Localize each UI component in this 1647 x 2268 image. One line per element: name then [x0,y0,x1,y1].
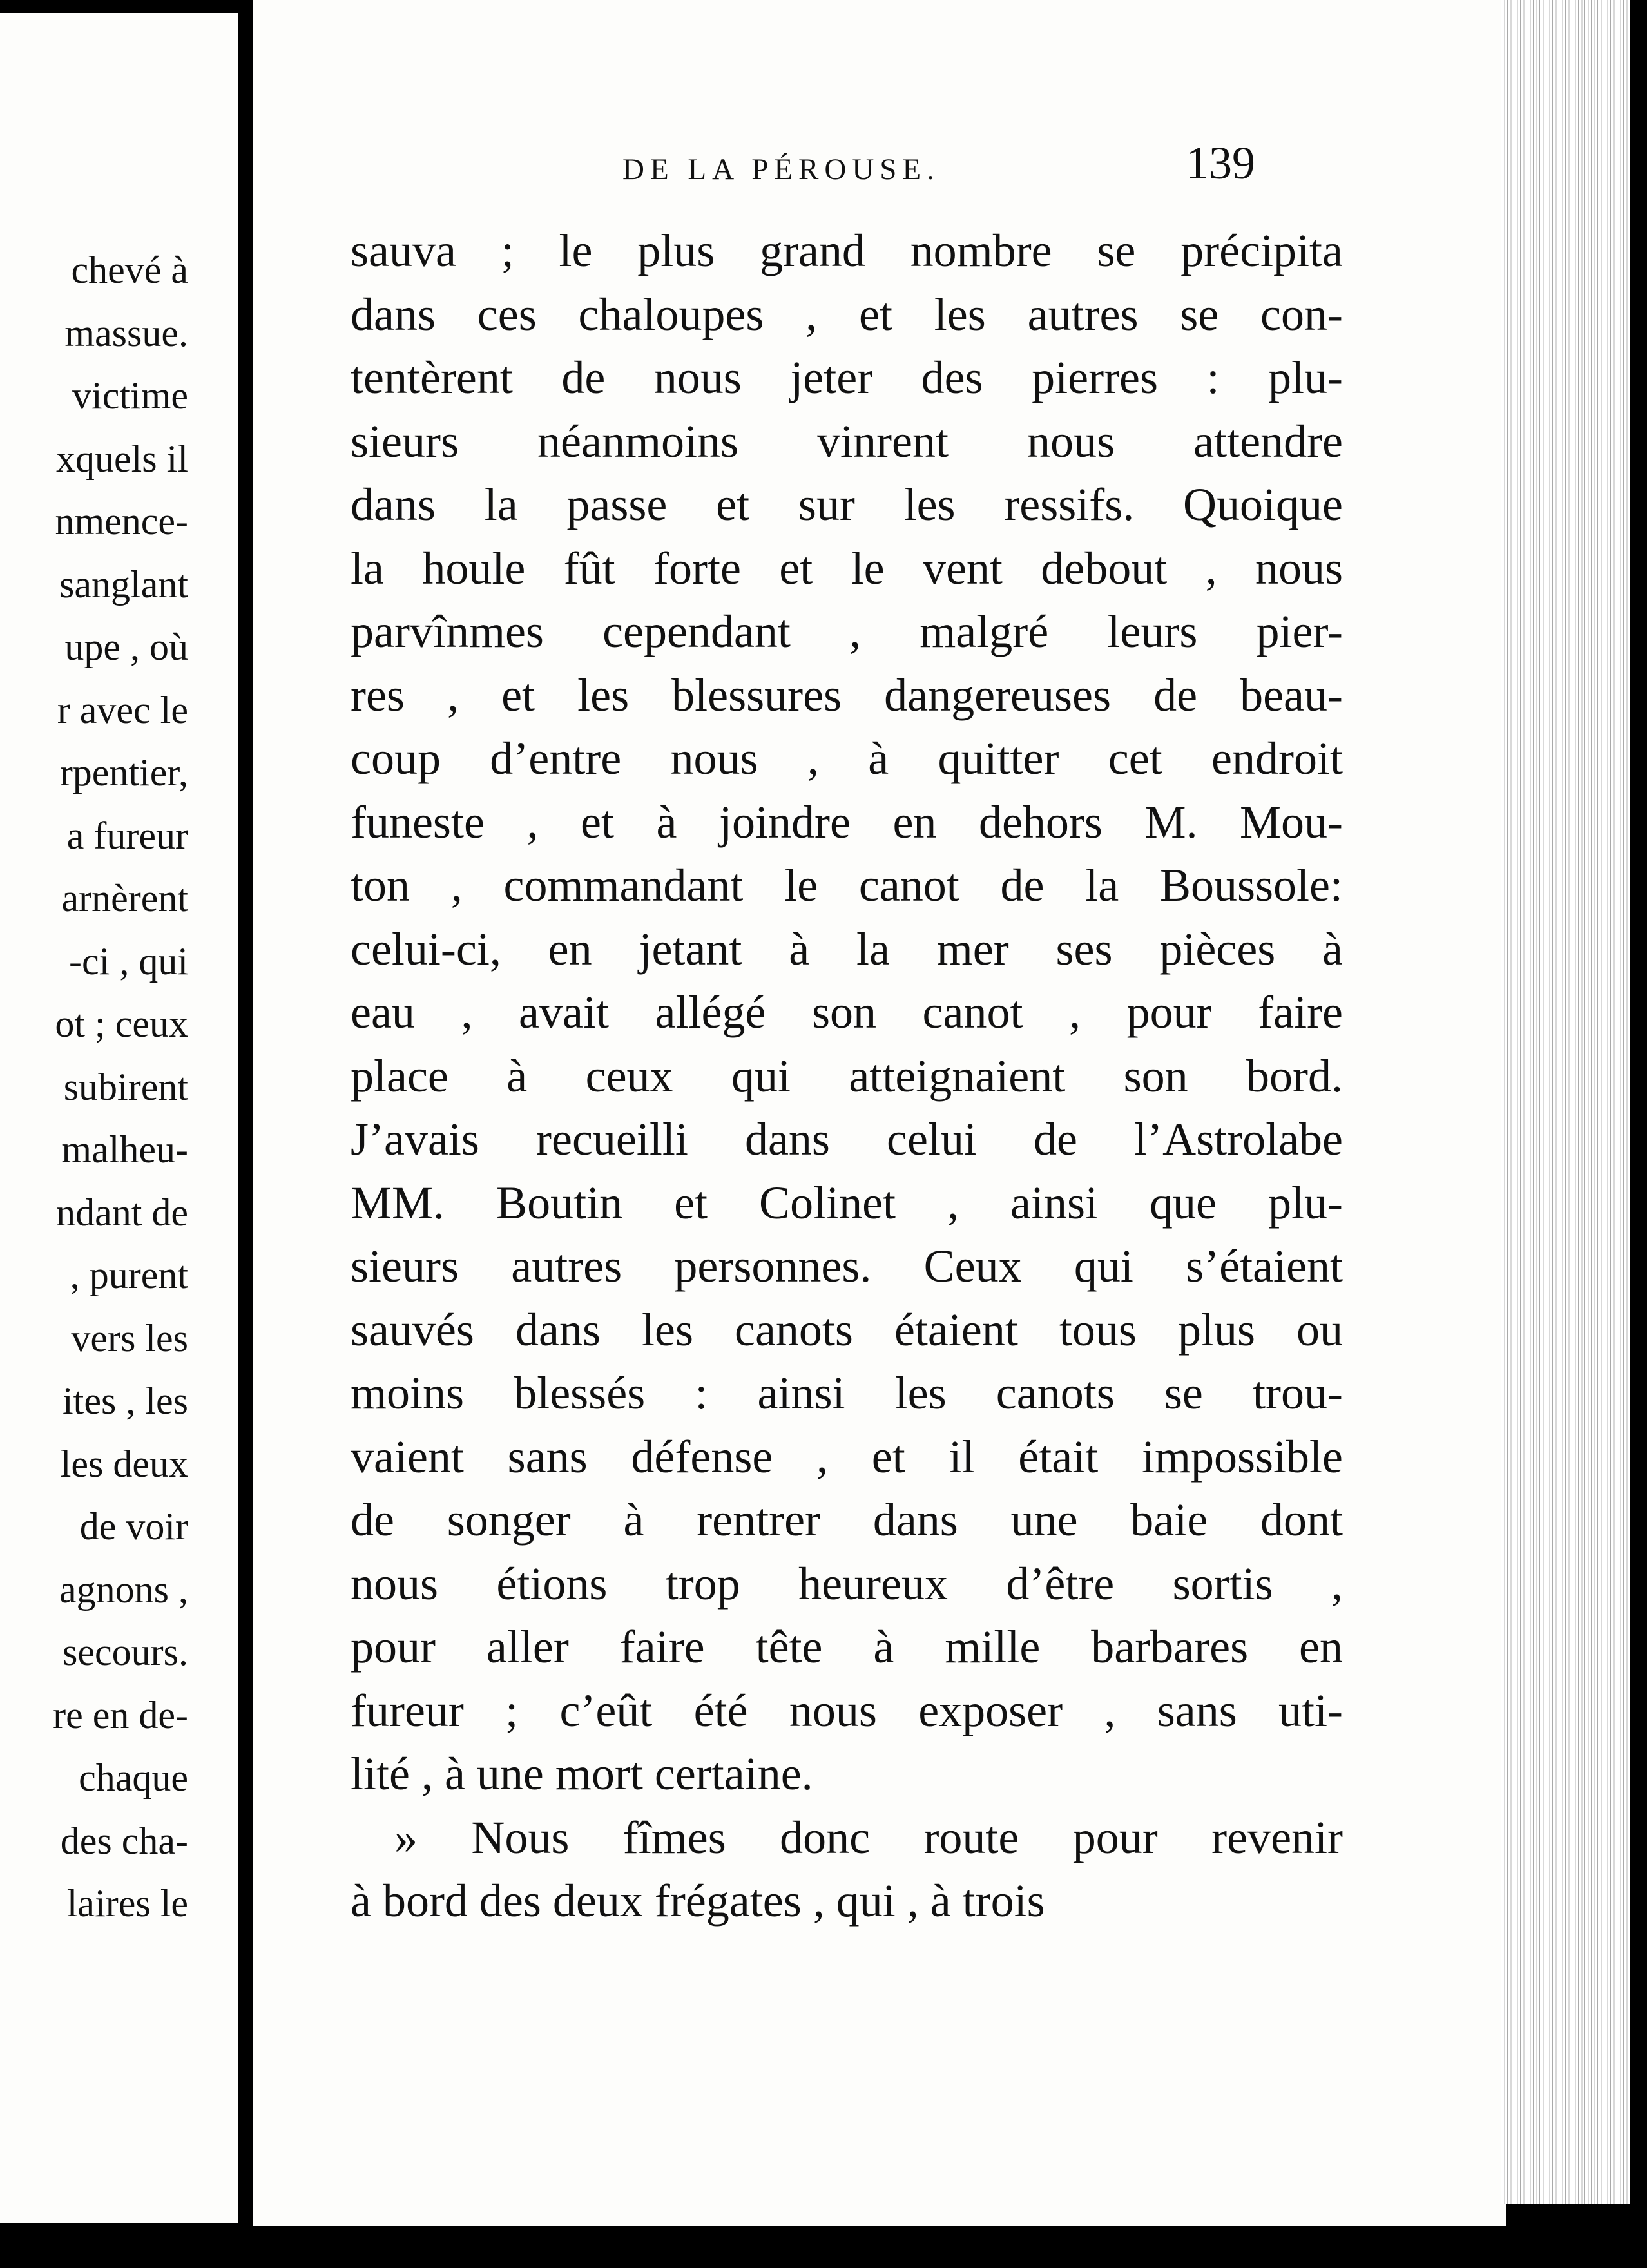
left-page-line: -ci , qui [69,939,188,983]
left-page-line: rpentier, [59,751,188,794]
body-text-line: res , et les blessures dangereuses de beau- [351,669,1343,721]
left-page-line: , purent [70,1254,188,1296]
left-page-line: sanglant [59,562,188,606]
body-text-line: dans la passe et sur les ressifs. Quoique [351,479,1343,530]
left-page-line: upe , où [64,626,188,668]
body-text-line: tentèrent de nous jeter des pierres : plu- [351,352,1343,403]
body-text-line: à bord des deux frégates , qui , à trois [351,1875,1045,1927]
right-page [253,0,1506,2226]
body-text-line: la houle fût forte et le vent debout , nous [351,542,1343,594]
body-text-line: » Nous fîmes donc route pour revenir [394,1811,1343,1863]
body-text-line: vaient sans défense , et il était impossible [351,1430,1343,1483]
left-page-line: des cha- [60,1819,188,1862]
body-text-line: fureur ; c’eût été nous exposer , sans uti- [351,1684,1343,1736]
left-page-line: nmence- [55,500,188,543]
body-text-line: de songer à rentrer dans une baie dont [351,1494,1343,1546]
left-page-line: massue. [64,311,188,354]
body-text-line: sauva ; le plus grand nombre se précipita [351,225,1343,276]
body-text-line: sieurs autres personnes. Ceux qui s’étaient [351,1240,1343,1292]
left-page-line: ites , les [63,1379,188,1422]
left-page-line: a fureur [66,814,188,857]
body-text-line: sauvés dans les canots étaient tous plus ou [351,1303,1343,1356]
body-text-line: sieurs néanmoins vinrent nous attendre [351,415,1343,467]
left-page-line: secours. [63,1631,188,1673]
left-page-line: malheu- [61,1128,188,1171]
left-page-line: laires le [66,1882,188,1925]
page-number: 139 [1186,137,1255,189]
body-text-line: dans ces chaloupes , et les autres se con- [351,288,1343,340]
left-page-line: de voir [79,1505,188,1548]
body-text-line: coup d’entre nous , à quitter cet endroit [351,733,1343,784]
left-page-line: chaque [79,1756,188,1799]
left-page-line: subirent [63,1065,188,1108]
left-page-line: chevé à [71,249,188,291]
body-text-line: nous étions trop heureux d’être sortis , [351,1557,1343,1610]
left-page-line: agnons , [59,1568,188,1611]
left-page-line: xquels il [56,437,188,480]
left-page-line: ndant de [56,1191,188,1234]
body-text-line: place à ceux qui atteignaient son bord. [351,1050,1343,1102]
running-head: DE LA PÉROUSE. [622,153,940,186]
left-page-line: r avec le [57,688,188,731]
left-page-line: vers les [71,1316,188,1360]
body-text-line: moins blessés : ainsi les canots se trou- [351,1367,1343,1419]
left-page [0,13,238,2223]
left-page-line: victime [72,374,188,417]
body-text-line: parvînmes cependant , malgré leurs pier- [351,606,1343,657]
left-page-line: les deux [60,1442,188,1485]
body-text-line: ton , commandant le canot de la Boussole: [351,860,1343,911]
left-page-line: ot ; ceux [55,1003,188,1045]
body-text-line: celui-ci, en jetant à la mer ses pièces à [351,923,1343,975]
body-text-line: J’avais recueilli dans celui de l’Astrolabe [351,1113,1343,1165]
body-text-line: MM. Boutin et Colinet , ainsi que plu- [351,1177,1343,1229]
left-page-line: re en de- [53,1693,188,1736]
page-edge [1501,0,1630,2204]
body-text-line: eau , avait allégé son canot , pour faire [351,986,1343,1038]
body-text-line: funeste , et à joindre en dehors M. Mou- [351,796,1343,848]
left-page-line: arnèrent [61,877,188,919]
body-text-line: lité , à une mort certaine. [351,1748,813,1800]
body-text-line: pour aller faire tête à mille barbares en [351,1621,1343,1673]
